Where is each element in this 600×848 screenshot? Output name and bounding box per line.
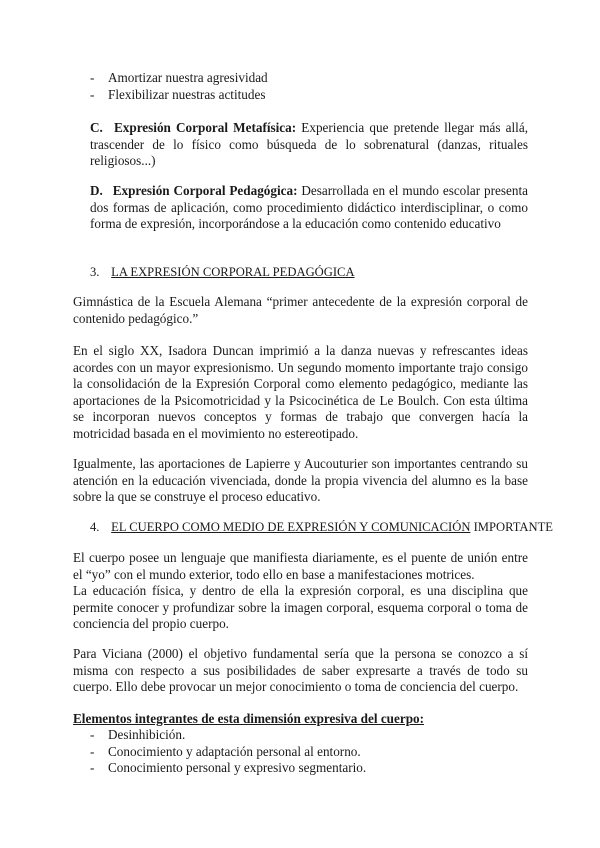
item-letter: D. bbox=[90, 183, 103, 198]
list-top bbox=[90, 70, 268, 103]
item-d bbox=[90, 183, 528, 233]
paragraph-cuerpo: El cuerpo posee un lenguaje que manifiesta diariamente, es el puente de unión entre el “yo” con el mundo exterior, todo ello en base a manifestaciones motrices. bbox=[73, 550, 528, 582]
section-title: LA EXPRESIÓN CORPORAL PEDAGÓGICA bbox=[111, 265, 355, 279]
list-bottom bbox=[90, 727, 366, 777]
list-item: - Conocimiento y adaptación personal al entorno. bbox=[90, 743, 361, 759]
paragraph-igualmente: Igualmente, las aportaciones de Lapierre y Aucouturier son importantes centrando su atención en la educación vivenciada, donde la propia vivencia del alumno es la base sobre la que se construye el proceso educativo. bbox=[73, 456, 528, 505]
bullet-dash: - bbox=[90, 70, 95, 85]
item-c bbox=[90, 120, 528, 170]
item-letter: C. bbox=[90, 120, 103, 135]
section-4-heading bbox=[90, 519, 553, 536]
item-title: Expresión Corporal Metafísica: bbox=[113, 120, 297, 135]
item-text: Desarrollada en el mundo escolar presenta dos formas de aplicación, como procedimiento didáctico interdisciplinar, o como forma de expresión, incorporándose a la educación como contenido educativo bbox=[90, 183, 528, 232]
bullet-dash: - bbox=[90, 86, 95, 102]
paragraph-siglo-xx: En el siglo XX, Isadora Duncan imprimió a la danza nuevas y refrescantes ideas acordes con un mayor expresionismo. Un segundo momento importante trajo consigo la consolidación de la Expresión Corporal como elemento pedagógico, mediante las aportaciones de la Psicomotricidad y la Psicocinética de Le Boulch. Con esta última se incorporan nuevos conceptos y formas de trabajo que convergen hacía la motricidad basada en el movimiento no estereotipado. bbox=[73, 343, 528, 441]
section-number: 4. bbox=[90, 520, 100, 534]
section-3-heading bbox=[90, 264, 355, 281]
bullet-dash: - bbox=[90, 760, 95, 776]
section-title: EL CUERPO COMO MEDIO DE EXPRESIÓN Y COMUNICACIÓN bbox=[111, 520, 471, 534]
item-text: Experiencia que pretende llegar más allá, trascender de lo físico como búsqueda de lo sobrenatural (danzas, rituales religiosos...) bbox=[90, 120, 528, 169]
bullet-dash: - bbox=[90, 727, 95, 742]
paragraph-gimnastica: Gimnástica de la Escuela Alemana “primer antecedente de la expresión corporal de contenido pedagógico.” bbox=[73, 294, 528, 326]
list-item: - Amortizar nuestra agresividad bbox=[90, 70, 268, 85]
item-title: Expresión Corporal Pedagógica: bbox=[112, 183, 298, 198]
list-item: - Desinhibición. bbox=[90, 727, 186, 742]
elements-heading: Elementos integrantes de esta dimensión expresiva del cuerpo: bbox=[73, 711, 425, 726]
list-item: - Conocimiento personal y expresivo segmentario. bbox=[90, 760, 367, 776]
paragraph-viciana: Para Viciana (2000) el objetivo fundamental sería que la persona se conozco a sí misma con respecto a sus posibilidades de saber expresarte a través de todo su cuerpo. Ello debe provocar un mejor conocimiento o toma de conciencia del cuerpo. bbox=[73, 646, 528, 695]
list-item: - Flexibilizar nuestras actitudes bbox=[90, 86, 266, 102]
paragraph-educacion: La educación física, y dentro de ella la expresión corporal, es una disciplina que permite conocer y profundizar sobre la imagen corporal, esquema corporal o toma de conciencia del propio cuerpo. bbox=[73, 583, 528, 632]
bullet-dash: - bbox=[90, 743, 95, 759]
section-number: 3. bbox=[90, 265, 100, 279]
section-title-rest: IMPORTANTE bbox=[470, 520, 553, 534]
